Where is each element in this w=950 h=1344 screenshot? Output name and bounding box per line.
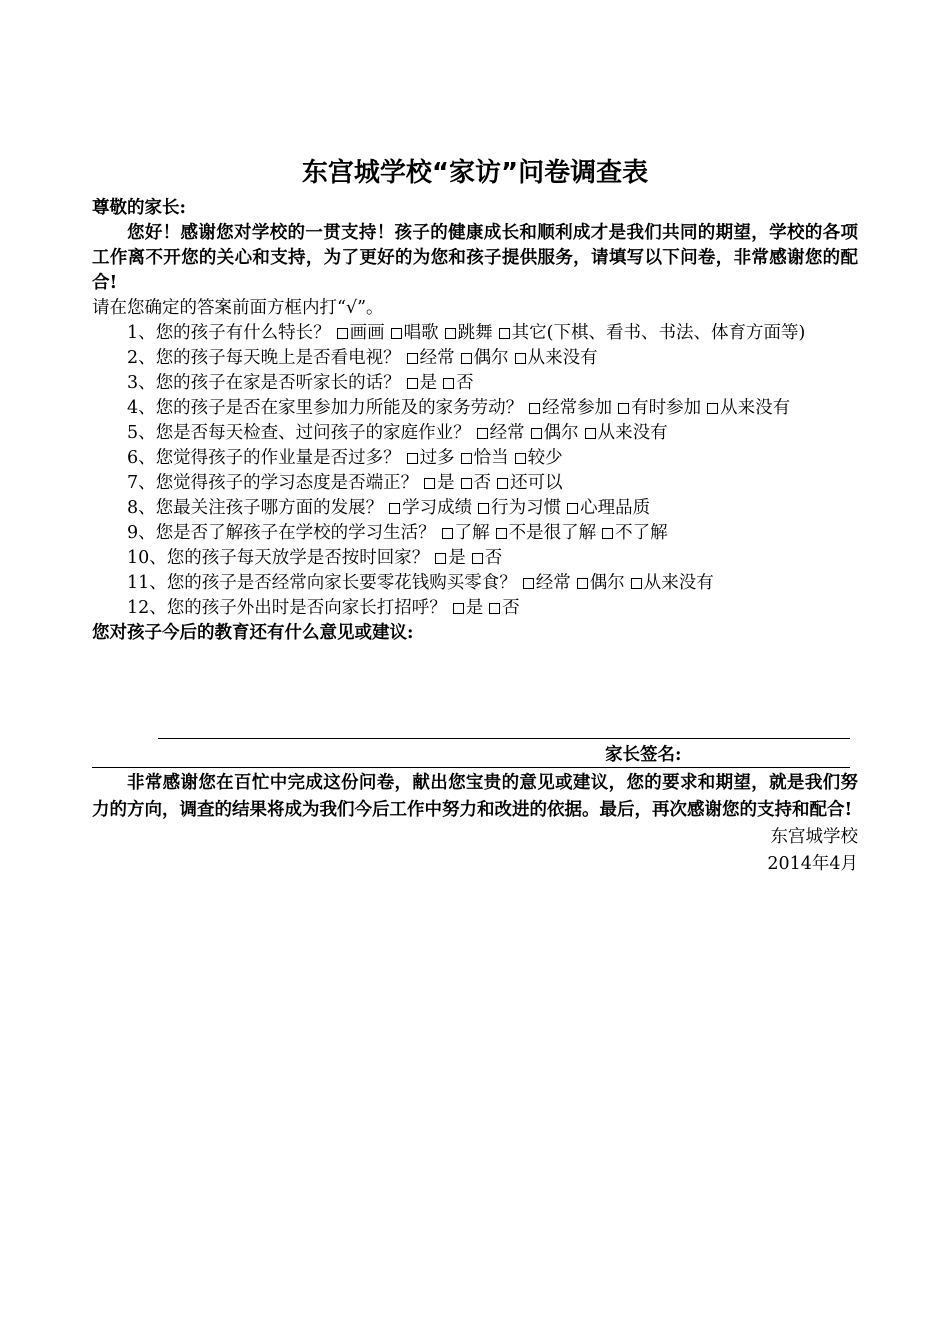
checkbox-icon[interactable] bbox=[407, 353, 418, 364]
option-label: 否 bbox=[456, 373, 474, 393]
question-text: 4、您的孩子是否在家里参加力所能及的家务劳动？ bbox=[127, 398, 524, 418]
option-label: 经常 bbox=[489, 423, 525, 443]
question-7 bbox=[92, 471, 858, 496]
option-1-1[interactable] bbox=[337, 323, 385, 343]
option-7-3[interactable] bbox=[497, 473, 563, 493]
checkbox-icon[interactable] bbox=[602, 528, 613, 539]
option-label: 还可以 bbox=[510, 473, 563, 493]
option-label: 是 bbox=[419, 373, 438, 393]
question-text: 7、您觉得孩子的学习态度是否端正？ bbox=[127, 473, 419, 493]
question-text: 8、您最关注孩子哪方面的发展？ bbox=[127, 498, 384, 518]
question-list bbox=[92, 321, 858, 621]
option-label: 从来没有 bbox=[597, 423, 668, 443]
option-8-3[interactable] bbox=[567, 498, 650, 518]
option-label: 较少 bbox=[527, 448, 563, 468]
suggestion-prompt: 您对孩子今后的教育还有什么意见或建议: bbox=[92, 623, 414, 643]
question-text: 2、您的孩子每天晚上是否看电视？ bbox=[127, 348, 401, 368]
checkbox-icon[interactable] bbox=[618, 403, 629, 414]
checkbox-icon[interactable] bbox=[478, 503, 489, 514]
checkbox-icon[interactable] bbox=[337, 328, 348, 339]
suggestion-line[interactable] bbox=[158, 738, 850, 739]
checkbox-icon[interactable] bbox=[443, 378, 454, 389]
checkbox-icon[interactable] bbox=[499, 328, 510, 339]
option-label: 不了解 bbox=[615, 523, 668, 543]
option-label: 是 bbox=[437, 473, 455, 493]
question-4 bbox=[92, 396, 858, 421]
question-5 bbox=[92, 421, 858, 446]
option-8-1[interactable] bbox=[389, 498, 472, 518]
option-label: 画画 bbox=[349, 323, 385, 343]
option-label: 否 bbox=[484, 548, 503, 568]
question-text: 11、您的孩子是否经常向家长要零花钱购买零食？ bbox=[127, 573, 517, 593]
question-text: 12、您的孩子外出时是否向家长打招呼？ bbox=[127, 598, 447, 618]
option-label: 从来没有 bbox=[527, 348, 598, 368]
question-2 bbox=[92, 346, 858, 371]
checkbox-icon[interactable] bbox=[529, 403, 540, 414]
option-2-1[interactable] bbox=[407, 348, 455, 368]
checkbox-icon[interactable] bbox=[407, 378, 418, 389]
option-label: 从来没有 bbox=[720, 398, 791, 418]
checkbox-icon[interactable] bbox=[391, 328, 402, 339]
option-12-2[interactable] bbox=[489, 598, 520, 618]
checkbox-icon[interactable] bbox=[442, 528, 453, 539]
checkbox-icon[interactable] bbox=[461, 478, 472, 489]
question-11 bbox=[92, 571, 858, 596]
option-10-1[interactable] bbox=[435, 548, 466, 568]
option-label: 过多 bbox=[419, 448, 455, 468]
option-label: 是 bbox=[465, 598, 484, 618]
checkbox-icon[interactable] bbox=[496, 528, 507, 539]
option-2-3[interactable] bbox=[515, 348, 598, 368]
sign-off bbox=[92, 824, 858, 878]
option-label: 否 bbox=[502, 598, 520, 618]
option-5-1[interactable] bbox=[477, 423, 525, 443]
checkbox-icon[interactable] bbox=[585, 428, 596, 439]
option-1-4[interactable] bbox=[499, 323, 806, 343]
checkbox-icon[interactable] bbox=[515, 453, 526, 464]
checkbox-icon[interactable] bbox=[424, 478, 435, 489]
option-label: 经常 bbox=[535, 573, 571, 593]
checkbox-icon[interactable] bbox=[515, 353, 526, 364]
option-3-2[interactable] bbox=[443, 373, 474, 393]
school-name: 东宫城学校 bbox=[770, 827, 858, 847]
option-7-1[interactable] bbox=[424, 473, 455, 493]
question-1 bbox=[92, 321, 858, 346]
option-4-2[interactable] bbox=[618, 398, 701, 418]
question-3 bbox=[92, 371, 858, 396]
question-text: 5、您是否每天检查、过问孩子的家庭作业？ bbox=[127, 423, 471, 443]
checkbox-icon[interactable] bbox=[497, 478, 508, 489]
checkbox-icon[interactable] bbox=[577, 578, 588, 589]
checkbox-icon[interactable] bbox=[489, 603, 500, 614]
option-6-1[interactable] bbox=[407, 448, 455, 468]
option-label: 了解 bbox=[454, 523, 490, 543]
option-label: 偶尔 bbox=[473, 348, 509, 368]
option-label: 行为习惯 bbox=[491, 498, 562, 518]
option-4-1[interactable] bbox=[529, 398, 612, 418]
signature-line[interactable] bbox=[92, 767, 850, 768]
checkbox-icon[interactable] bbox=[567, 503, 578, 514]
option-label: 否 bbox=[473, 473, 492, 493]
question-12 bbox=[92, 596, 858, 621]
question-text: 10、您的孩子每天放学是否按时回家？ bbox=[127, 548, 430, 568]
option-1-3[interactable] bbox=[445, 323, 493, 343]
option-label: 不是很了解 bbox=[508, 523, 597, 543]
option-8-2[interactable] bbox=[478, 498, 561, 518]
option-label: 经常参加 bbox=[542, 398, 613, 418]
option-6-2[interactable] bbox=[461, 448, 509, 468]
option-label: 从来没有 bbox=[643, 573, 714, 593]
option-label: 其它(下棋、看书、书法、体育方面等) bbox=[511, 323, 806, 343]
intro-paragraph: 您好！感谢您对学校的一贯支持！孩子的健康成长和顺利成才是我们共同的期望，学校的各项工作离不开您的关心和支持，为了更好的为您和孩子提供服务，请填写以下问卷，非常感谢您的配合! bbox=[92, 223, 858, 293]
option-3-1[interactable] bbox=[407, 373, 438, 393]
checkbox-icon[interactable] bbox=[435, 553, 446, 564]
checkbox-icon[interactable] bbox=[477, 428, 488, 439]
option-4-3[interactable] bbox=[707, 398, 790, 418]
option-1-2[interactable] bbox=[391, 323, 439, 343]
question-8 bbox=[92, 496, 858, 521]
option-9-1[interactable] bbox=[442, 523, 490, 543]
option-5-2[interactable] bbox=[531, 423, 579, 443]
closing-paragraph: 非常感谢您在百忙中完成这份问卷，献出您宝贵的意见或建议，您的要求和期望，就是我们努力的方向，调查的结果将成为我们今后工作中努力和改进的依据。最后，再次感谢您的支持和配合! bbox=[92, 773, 858, 820]
option-label: 学习成绩 bbox=[402, 498, 473, 518]
checkbox-icon[interactable] bbox=[461, 353, 472, 364]
option-label: 心理品质 bbox=[580, 498, 651, 518]
date: 2014年4月 bbox=[767, 854, 858, 874]
greeting: 尊敬的家长: bbox=[92, 198, 186, 218]
question-text: 3、您的孩子在家是否听家长的话？ bbox=[127, 373, 401, 393]
option-label: 经常 bbox=[419, 348, 455, 368]
option-11-2[interactable] bbox=[577, 573, 625, 593]
option-9-3[interactable] bbox=[602, 523, 668, 543]
checkbox-icon[interactable] bbox=[523, 578, 534, 589]
option-label: 恰当 bbox=[473, 448, 509, 468]
question-text: 1、您的孩子有什么特长？ bbox=[127, 323, 331, 343]
survey-body bbox=[92, 196, 858, 646]
question-text: 9、您是否了解孩子在学校的学习生活？ bbox=[127, 523, 436, 543]
checkbox-icon[interactable] bbox=[461, 453, 472, 464]
question-text: 6、您觉得孩子的作业量是否过多？ bbox=[127, 448, 401, 468]
checkbox-icon[interactable] bbox=[531, 428, 542, 439]
checkbox-icon[interactable] bbox=[453, 603, 464, 614]
option-12-1[interactable] bbox=[453, 598, 484, 618]
page-title: 东宫城学校“家访”问卷调查表 bbox=[301, 158, 649, 188]
checkbox-icon[interactable] bbox=[389, 503, 400, 514]
option-label: 有时参加 bbox=[631, 398, 702, 418]
option-label: 跳舞 bbox=[457, 323, 493, 343]
checkbox-icon[interactable] bbox=[707, 403, 718, 414]
checkbox-icon[interactable] bbox=[445, 328, 456, 339]
option-10-2[interactable] bbox=[472, 548, 503, 568]
option-label: 偶尔 bbox=[589, 573, 625, 593]
option-label: 偶尔 bbox=[543, 423, 579, 443]
option-11-3[interactable] bbox=[631, 573, 714, 593]
question-10 bbox=[92, 546, 858, 571]
checkbox-icon[interactable] bbox=[472, 553, 483, 564]
option-9-2[interactable] bbox=[496, 523, 597, 543]
checkbox-icon[interactable] bbox=[631, 578, 642, 589]
option-5-3[interactable] bbox=[585, 423, 668, 443]
closing-block bbox=[92, 770, 858, 878]
checkbox-icon[interactable] bbox=[407, 453, 418, 464]
option-2-2[interactable] bbox=[461, 348, 509, 368]
signature-label: 家长签名: bbox=[605, 745, 682, 765]
option-11-1[interactable] bbox=[523, 573, 571, 593]
option-6-3[interactable] bbox=[515, 448, 563, 468]
question-6 bbox=[92, 446, 858, 471]
option-7-2[interactable] bbox=[461, 473, 492, 493]
question-9 bbox=[92, 521, 858, 546]
option-label: 唱歌 bbox=[403, 323, 439, 343]
option-label: 是 bbox=[448, 548, 466, 568]
instruction: 请在您确定的答案前面方框内打“√”。 bbox=[92, 298, 384, 318]
